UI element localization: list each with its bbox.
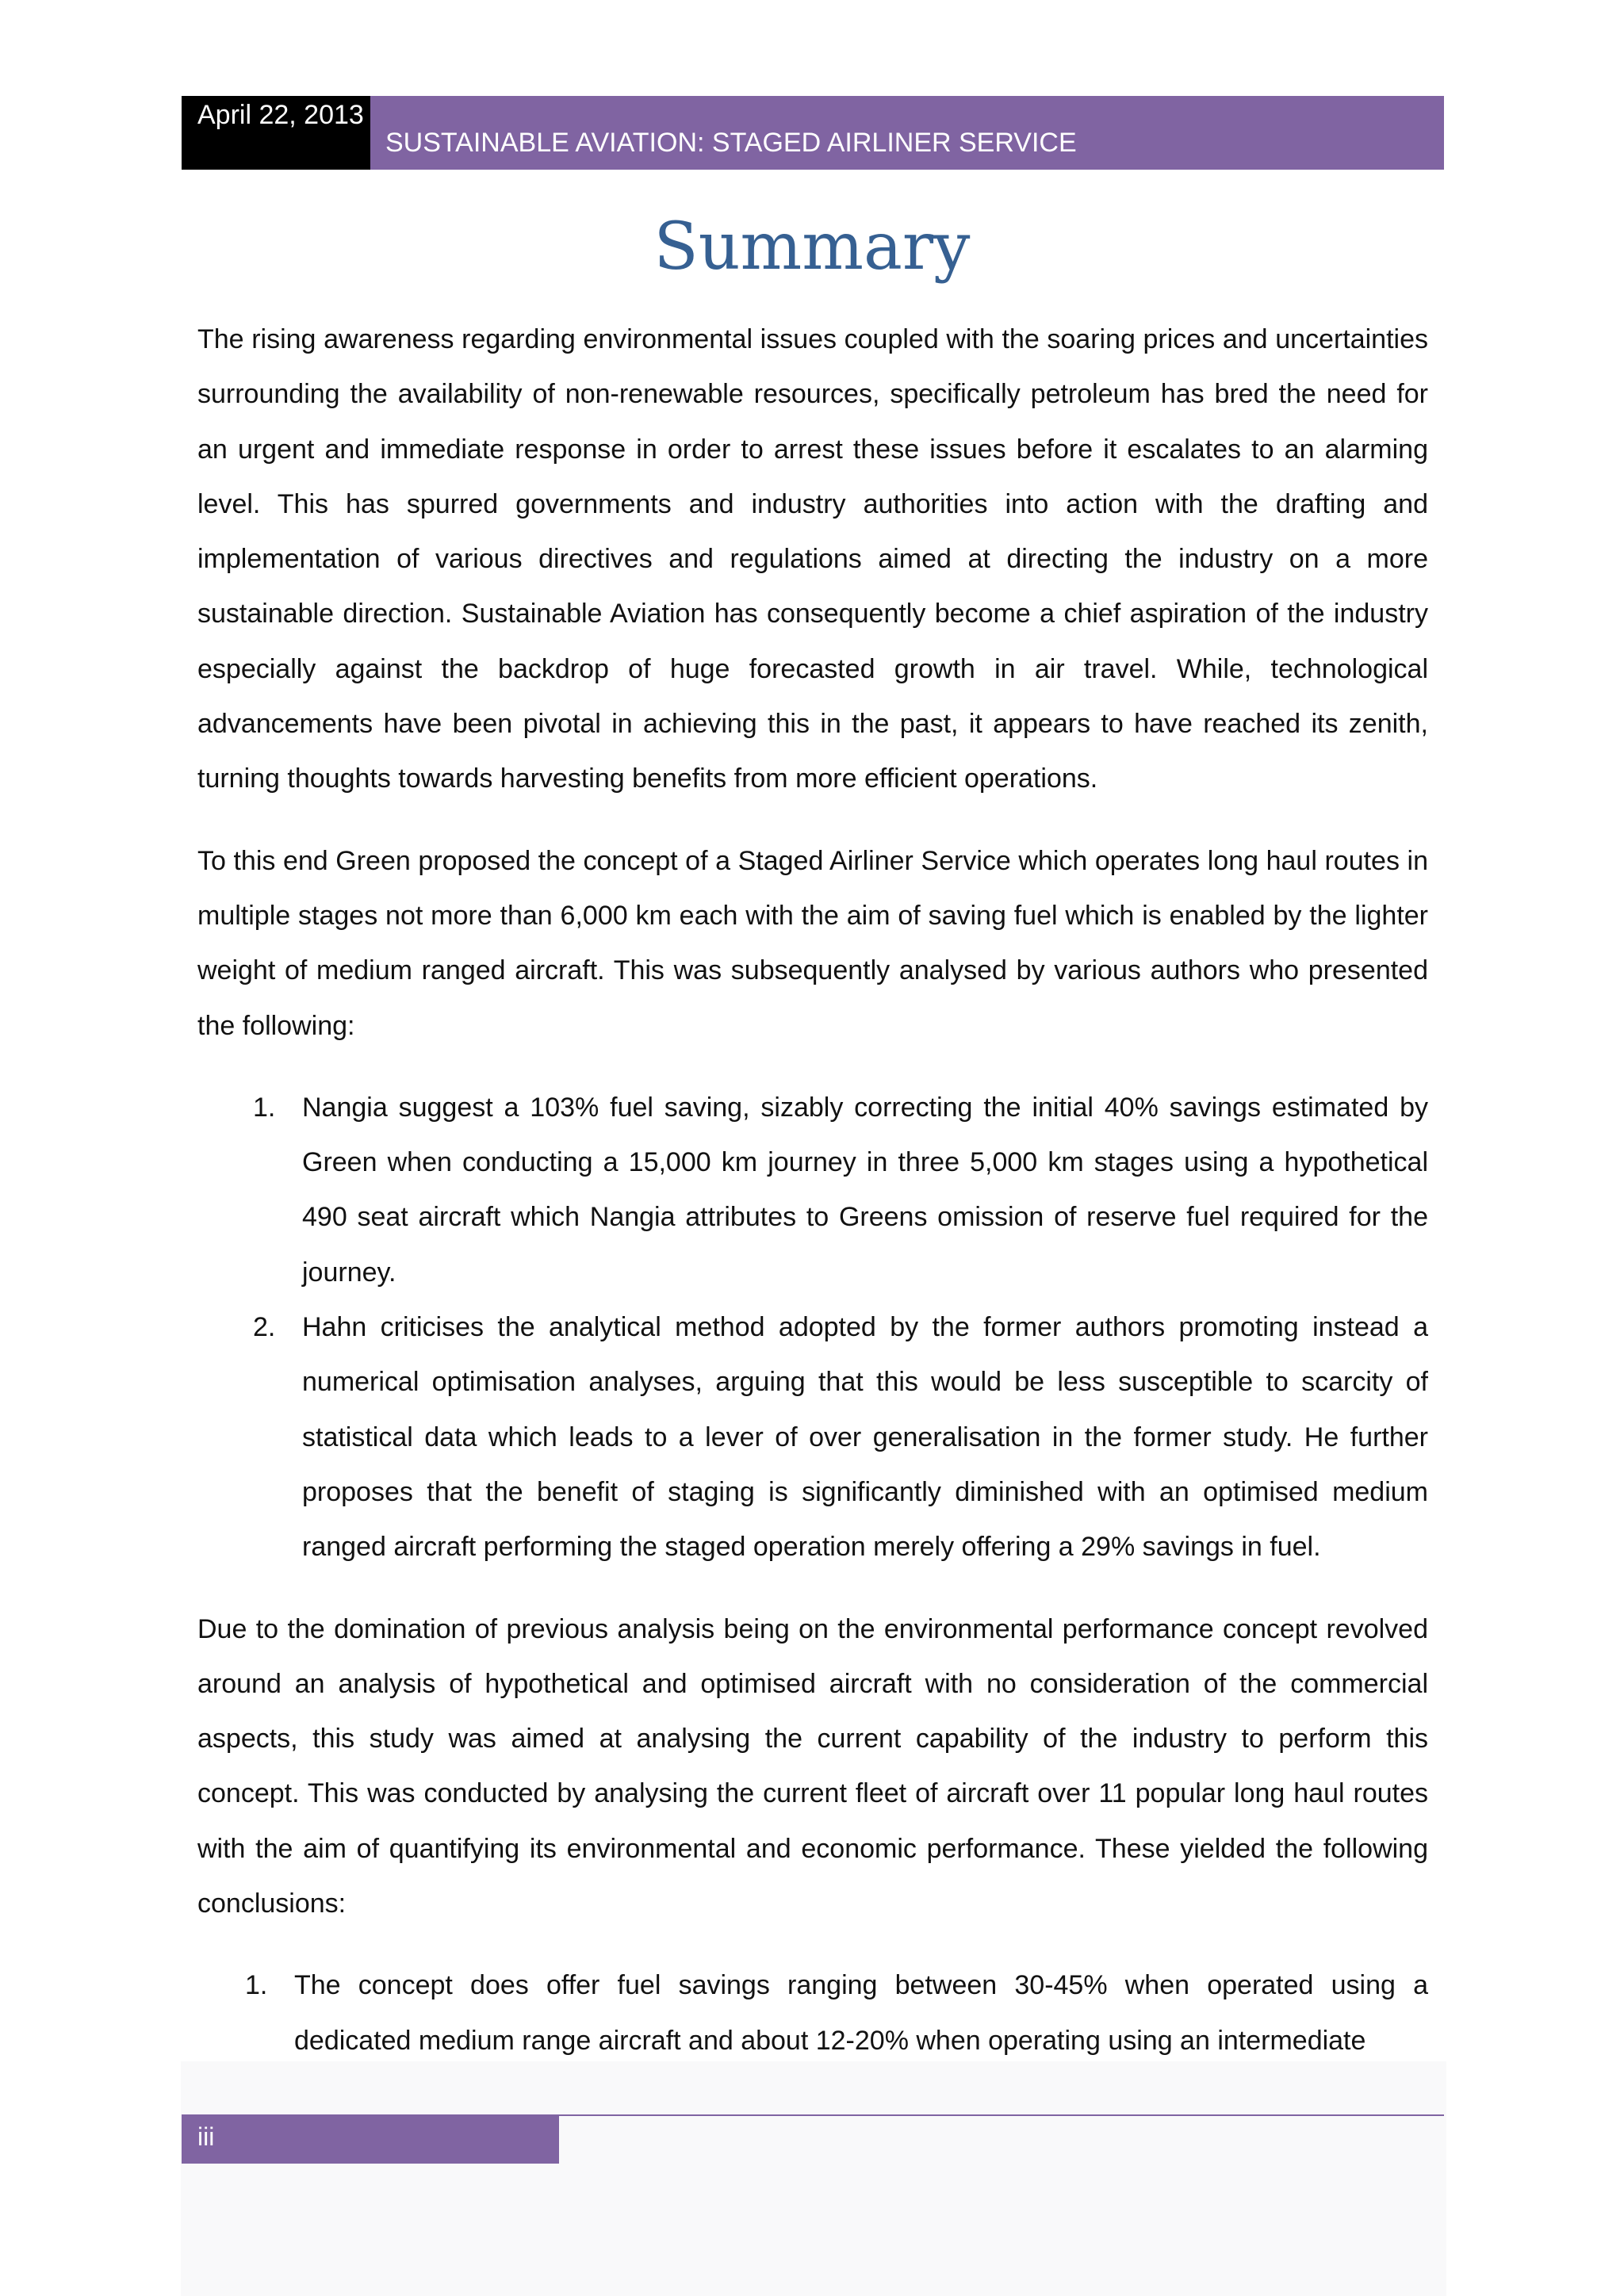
footer-divider [559, 2114, 1444, 2116]
list-item [197, 1081, 1428, 1300]
list-item [197, 1958, 1428, 2068]
paragraph: The rising awareness regarding environmental issues coupled with the soaring prices and uncertainties surrounding the availability of non-renewable resources, specifically petroleum has bred the need for an urgent and immediate response in order to arrest these issues before it escalates to an alarming level. This has spurred governments and industry authorities into action with the drafting and implementation of various directives and regulations aimed at directing the industry on a more sustainable direction. Sustainable Aviation has consequently become a chief aspiration of the industry especially against the backdrop of huge forecasted growth in air travel. While, technological advancements have been pivotal in achieving this in the past, it appears to have reached its zenith, turning thoughts towards harvesting benefits from more efficient operations. [197, 324, 1428, 794]
header-date: April 22, 2013 [182, 96, 370, 170]
list-number: 1. [253, 1092, 276, 1123]
conclusions-list [197, 1958, 1428, 2068]
list-item-text: Nangia suggest a 103% fuel saving, sizably correcting the initial 40% savings estimated by Green when conducting a 15,000 km journey in three 5,000 km stages using a hypothetical 490 seat aircraft which Nangia attributes to Greens omission of reserve fuel required for the journey. [302, 1092, 1428, 1288]
footer-page-number: iii [182, 2114, 559, 2164]
list-number: 2. [253, 1312, 276, 1343]
header-title: SUSTAINABLE AVIATION: STAGED AIRLINER SERVICE [385, 128, 1077, 158]
paragraph: To this end Green proposed the concept of a Staged Airliner Service which operates long haul routes in multiple stages not more than 6,000 km each with the aim of saving fuel which is enabled by the lighter weight of medium ranged aircraft. This was subsequently analysed by various authors who presented the following: [197, 845, 1428, 1041]
document-body [197, 312, 1428, 2095]
page-title: Summary [653, 209, 971, 285]
list-item-text: Hahn criticises the analytical method adopted by the former authors promoting instead a numerical optimisation analyses, arguing that this would be less susceptible to scarcity of statistical data which leads to a lever of over generalisation in the former study. He further proposes that the benefit of staging is significantly diminished with an optimised medium ranged aircraft performing the staged operation merely offering a 29% savings in fuel. [302, 1312, 1428, 1563]
findings-list [197, 1081, 1428, 1575]
page-bottom-shade [181, 2061, 1446, 2296]
list-item-text: The concept does offer fuel savings ranging between 30-45% when operated using a dedicated medium range aircraft and about 12-20% when operating using an intermediate [294, 1970, 1428, 2056]
header-title-band [370, 96, 1444, 170]
paragraph: Due to the domination of previous analysis being on the environmental performance concept revolved around an analysis of hypothetical and optimised aircraft with no consideration of the commercial aspects, this study was aimed at analysing the current capability of the industry to perform this concept. This was conducted by analysing the current fleet of aircraft over 11 popular long haul routes with the aim of quantifying its environmental and economic performance. These yielded the following conclusions: [197, 1613, 1428, 1919]
list-number: 1. [245, 1970, 268, 2001]
list-item [197, 1300, 1428, 1575]
